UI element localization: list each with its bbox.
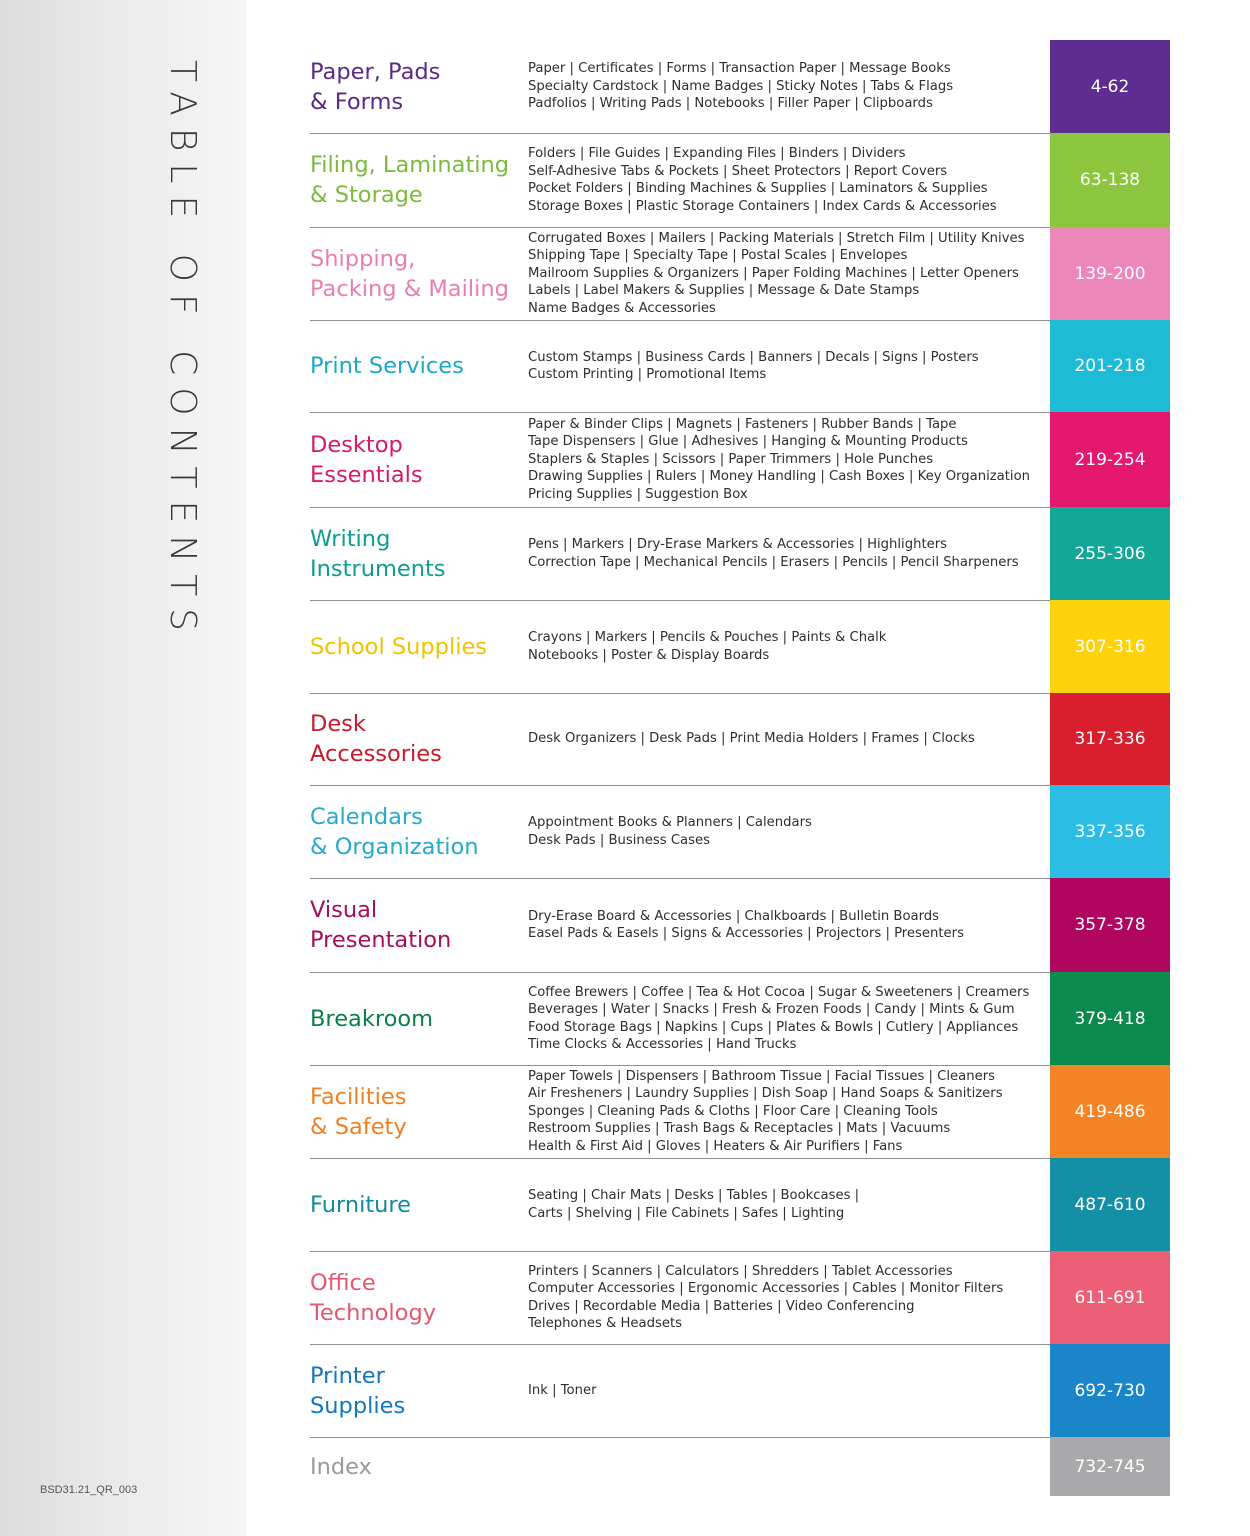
toc-section[interactable]: [310, 693, 1170, 785]
page-range-tab[interactable]: 255-306: [1050, 507, 1170, 600]
section-item-line: Ink | Toner: [528, 1382, 597, 1398]
section-item-line: Time Clocks & Accessories | Hand Trucks: [528, 1037, 797, 1052]
page-range-tab[interactable]: 692-730: [1050, 1344, 1170, 1437]
page-range-tab[interactable]: 487-610: [1050, 1158, 1170, 1251]
page-range-tab[interactable]: 307-316: [1050, 600, 1170, 693]
section-title: [310, 1251, 520, 1344]
section-title-line: Writing: [310, 525, 391, 552]
section-item-line: Paper Towels | Dispensers | Bathroom Tissue | Facial Tissues | Cleaners: [528, 1068, 995, 1084]
section-title-line: Essentials: [310, 461, 423, 488]
section-item-line: Drawing Supplies | Rulers | Money Handling | Cash Boxes | Key Organization: [528, 469, 1031, 485]
section-items: [528, 1437, 1048, 1496]
section-title-line: Office: [310, 1269, 376, 1296]
page-range-tab[interactable]: 63-138: [1050, 133, 1170, 227]
section-item-line: Printers | Scanners | Calculators | Shredders | Tablet Accessories: [528, 1263, 953, 1279]
section-title-line: Facilities: [310, 1083, 407, 1110]
section-item-line: Labels | Label Makers & Supplies | Message & Date Stamps: [528, 283, 920, 299]
section-title: [310, 227, 520, 320]
page-range-tab[interactable]: 357-378: [1050, 878, 1170, 972]
page-range-tab[interactable]: 379-418: [1050, 972, 1170, 1065]
section-title-line: & Storage: [310, 182, 423, 208]
section-title-line: Packing & Mailing: [310, 275, 509, 302]
section-item-line: Specialty Cardstock | Name Badges | Sticky Notes | Tabs & Flags: [528, 78, 954, 94]
document-code: BSD31.21_QR_003: [40, 1484, 138, 1496]
toc-section[interactable]: [310, 227, 1170, 320]
toc-section[interactable]: [310, 1437, 1170, 1496]
toc-section[interactable]: [310, 1065, 1170, 1158]
section-item-line: Air Fresheners | Laundry Supplies | Dish Soap | Hand Soaps & Sanitizers: [528, 1086, 1003, 1102]
section-items: [528, 412, 1048, 507]
section-title: [310, 972, 520, 1065]
section-item-line: Corrugated Boxes | Mailers | Packing Materials | Stretch Film | Utility Knives: [528, 230, 1025, 246]
section-items: [528, 507, 1048, 600]
section-item-line: Carts | Shelving | File Cabinets | Safes | Lighting: [528, 1205, 845, 1221]
page-range-tab[interactable]: 139-200: [1050, 227, 1170, 320]
section-items: [528, 785, 1048, 878]
section-item-line: Mailroom Supplies & Organizers | Paper Folding Machines | Letter Openers: [528, 265, 1019, 281]
section-title: [310, 1065, 520, 1158]
section-title-line: Accessories: [310, 741, 442, 767]
section-item-line: Pocket Folders | Binding Machines & Supplies | Laminators & Supplies: [528, 181, 988, 196]
section-title: [310, 693, 520, 785]
section-item-line: Name Badges & Accessories: [528, 300, 716, 316]
section-title-line: Supplies: [310, 1392, 406, 1419]
section-items: [528, 600, 1048, 693]
section-item-line: Paper & Binder Clips | Magnets | Fasteners | Rubber Bands | Tape: [528, 416, 957, 432]
section-item-line: Pricing Supplies | Suggestion Box: [528, 486, 748, 502]
section-items: [528, 1158, 1048, 1251]
section-item-line: Restroom Supplies | Trash Bags & Receptacles | Mats | Vacuums: [528, 1121, 951, 1137]
section-title: [310, 1437, 520, 1496]
toc-section[interactable]: [310, 320, 1170, 412]
section-title-line: Shipping,: [310, 245, 416, 272]
section-title-line: Printer: [310, 1362, 385, 1389]
section-item-line: Desk Organizers | Desk Pads | Print Media Holders | Frames | Clocks: [528, 731, 975, 747]
section-item-line: Computer Accessories | Ergonomic Accessories | Cables | Monitor Filters: [528, 1281, 1004, 1296]
section-item-line: Sponges | Cleaning Pads & Cloths | Floor Care | Cleaning Tools: [528, 1103, 938, 1119]
section-title-line: Instruments: [310, 555, 446, 582]
section-items: [528, 693, 1048, 785]
section-title-line: Technology: [310, 1299, 437, 1326]
section-title-line: Paper, Pads: [310, 58, 441, 85]
section-item-line: Storage Boxes | Plastic Storage Containers | Index Cards & Accessories: [528, 198, 997, 214]
section-item-line: Custom Stamps | Business Cards | Banners | Decals | Signs | Posters: [528, 349, 979, 365]
section-item-line: Food Storage Bags | Napkins | Cups | Plates & Bowls | Cutlery | Appliances: [528, 1019, 1019, 1035]
section-item-line: Drives | Recordable Media | Batteries | Video Conferencing: [528, 1298, 915, 1314]
section-item-line: Crayons | Markers | Pencils & Pouches | Paints & Chalk: [528, 630, 887, 645]
section-title-line: Breakroom: [310, 1005, 434, 1032]
section-item-line: Seating | Chair Mats | Desks | Tables | Bookcases |: [528, 1188, 860, 1203]
section-items: [528, 320, 1048, 412]
section-title-line: & Forms: [310, 88, 404, 115]
page-range-tab[interactable]: 4-62: [1050, 40, 1170, 133]
section-item-line: Dry-Erase Board & Accessories | Chalkboards | Bulletin Boards: [528, 908, 940, 924]
page-range-tab[interactable]: 219-254: [1050, 412, 1170, 507]
section-item-line: Staplers & Staples | Scissors | Paper Trimmers | Hole Punches: [528, 451, 934, 467]
section-title: [310, 1344, 520, 1437]
toc-section[interactable]: [310, 1251, 1170, 1344]
section-title-line: Print Services: [310, 353, 464, 379]
section-item-line: Paper | Certificates | Forms | Transaction Paper | Message Books: [528, 61, 951, 77]
section-title: [310, 133, 520, 227]
section-title-line: Presentation: [310, 927, 452, 953]
section-item-line: Notebooks | Poster & Display Boards: [528, 647, 770, 663]
toc-section[interactable]: [310, 600, 1170, 693]
section-item-line: Coffee Brewers | Coffee | Tea & Hot Cocoa | Sugar & Sweeteners | Creamers: [528, 984, 1030, 1000]
section-title-line: & Safety: [310, 1113, 407, 1140]
section-item-line: Beverages | Water | Snacks | Fresh & Frozen Foods | Candy | Mints & Gum: [528, 1002, 1015, 1017]
section-items: [528, 1251, 1048, 1344]
section-item-line: Health & First Aid | Gloves | Heaters & Air Purifiers | Fans: [528, 1138, 903, 1154]
toc-section[interactable]: [310, 878, 1170, 972]
section-item-line: Easel Pads & Easels | Signs & Accessories | Projectors | Presenters: [528, 926, 964, 941]
section-title: [310, 507, 520, 600]
section-title-line: Index: [310, 1453, 372, 1480]
section-items: [528, 227, 1048, 320]
toc-section[interactable]: [310, 1344, 1170, 1437]
section-item-line: Shipping Tape | Specialty Tape | Postal Scales | Envelopes: [528, 248, 908, 264]
section-title: [310, 40, 520, 133]
toc-section[interactable]: [310, 507, 1170, 600]
section-item-line: Folders | File Guides | Expanding Files | Binders | Dividers: [528, 146, 906, 161]
section-item-line: Correction Tape | Mechanical Pencils | Erasers | Pencils | Pencil Sharpeners: [528, 554, 1019, 570]
sidebar: [0, 0, 246, 1536]
section-item-line: Pens | Markers | Dry-Erase Markers & Accessories | Highlighters: [528, 537, 948, 552]
page-range-tab[interactable]: 419-486: [1050, 1065, 1170, 1158]
section-items: [528, 972, 1048, 1065]
section-title-line: Desktop: [310, 431, 403, 458]
section-title-line: School Supplies: [310, 633, 488, 660]
section-title: [310, 320, 520, 412]
toc-section[interactable]: [310, 972, 1170, 1065]
page-range-tab[interactable]: 337-356: [1050, 785, 1170, 878]
section-title-line: Filing, Laminating: [310, 152, 510, 178]
section-item-line: Padfolios | Writing Pads | Notebooks | Filler Paper | Clipboards: [528, 96, 933, 112]
section-title-line: Visual: [310, 897, 378, 923]
section-item-line: Custom Printing | Promotional Items: [528, 367, 767, 382]
section-item-line: Appointment Books & Planners | Calendars: [528, 815, 812, 830]
section-title: [310, 785, 520, 878]
section-title-line: Calendars: [310, 803, 423, 830]
toc-section[interactable]: [310, 133, 1170, 227]
section-title: [310, 878, 520, 972]
section-items: [528, 878, 1048, 972]
section-title: [310, 1158, 520, 1251]
section-title-line: Furniture: [310, 1191, 412, 1218]
toc-section[interactable]: [310, 1158, 1170, 1251]
section-items: [528, 1344, 1048, 1437]
page-range-tab[interactable]: 317-336: [1050, 693, 1170, 785]
section-item-line: Desk Pads | Business Cases: [528, 832, 710, 848]
section-title: [310, 412, 520, 507]
section-items: [528, 40, 1048, 133]
vertical-title: TABLE OF CONTENTS: [162, 60, 203, 644]
section-title: [310, 600, 520, 693]
toc-section[interactable]: [310, 785, 1170, 878]
toc-section[interactable]: [310, 412, 1170, 507]
section-item-line: Self-Adhesive Tabs & Pockets | Sheet Protectors | Report Covers: [528, 163, 948, 179]
section-item-line: Telephones & Headsets: [528, 1316, 683, 1331]
section-item-line: Tape Dispensers | Glue | Adhesives | Hanging & Mounting Products: [528, 434, 968, 450]
toc-section[interactable]: [310, 40, 1170, 133]
section-title-line: Desk: [310, 711, 366, 737]
section-title-line: & Organization: [310, 833, 479, 860]
section-items: [528, 1065, 1048, 1158]
page-range-tab[interactable]: 732-745: [1050, 1437, 1170, 1496]
page-range-tab[interactable]: 611-691: [1050, 1251, 1170, 1344]
section-items: [528, 133, 1048, 227]
page-range-tab[interactable]: 201-218: [1050, 320, 1170, 412]
